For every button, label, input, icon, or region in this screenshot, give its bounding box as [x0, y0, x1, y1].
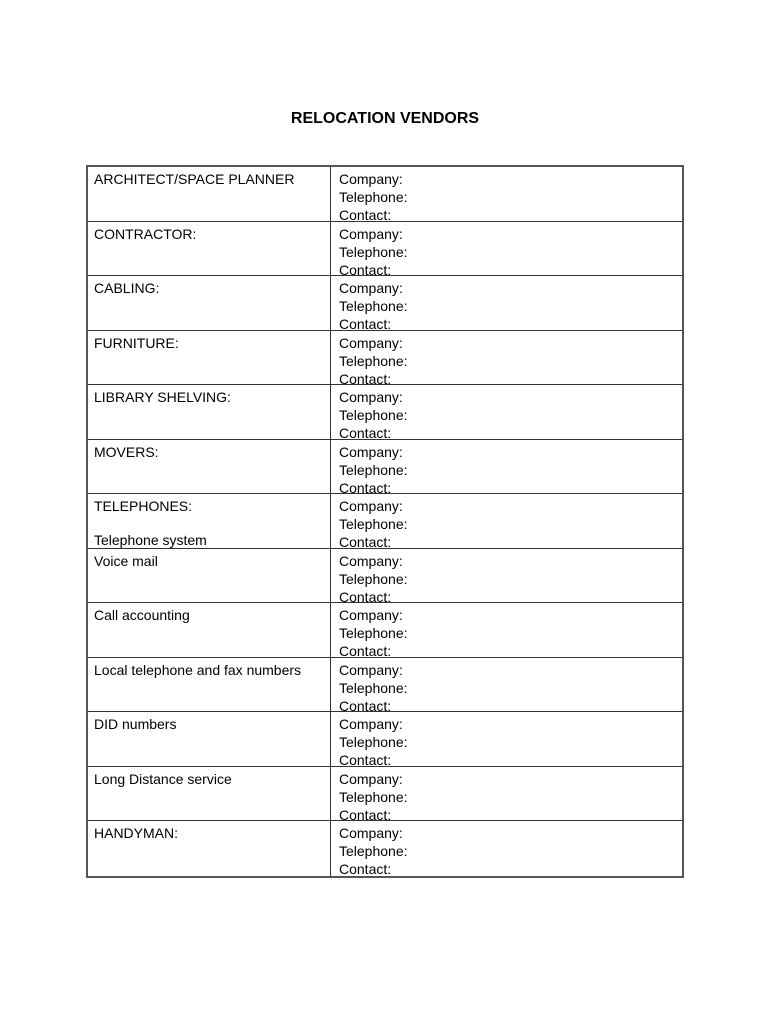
table-row — [88, 712, 682, 767]
table-row — [88, 385, 682, 440]
company-field-label: Company: — [339, 171, 403, 187]
vendor-info-cell — [331, 494, 682, 548]
table-row — [88, 222, 682, 277]
vendor-info-cell — [331, 385, 682, 439]
company-field-label: Company: — [339, 825, 403, 841]
telephone-field-label: Telephone: — [339, 570, 408, 587]
vendor-category-cell — [88, 440, 331, 494]
vendor-category-cell — [88, 712, 331, 766]
vendor-category-cell — [88, 494, 331, 548]
contact-field-label: Contact: — [339, 425, 392, 441]
telephone-field-label: Telephone: — [339, 734, 408, 750]
table-row — [88, 658, 682, 713]
contact-field-label: Contact: — [339, 207, 392, 223]
vendor-category-cell — [88, 167, 331, 221]
company-field-label: Company: — [339, 661, 403, 678]
telephone-field-label: Telephone: — [339, 243, 408, 260]
vendor-category-cell — [88, 658, 331, 712]
contact-field-label: Contact: — [339, 861, 392, 877]
contact-field-label: Contact: — [339, 261, 392, 278]
company-field-label: Company: — [339, 443, 403, 460]
vendor-info-cell — [331, 222, 682, 276]
vendor-subcategory-label: Telephone system — [94, 532, 207, 548]
contact-field-label: Contact: — [339, 643, 392, 659]
vendor-category-label: CONTRACTOR: — [94, 225, 197, 242]
vendor-info-cell — [331, 821, 682, 876]
vendor-category-cell — [88, 222, 331, 276]
telephone-field-label: Telephone: — [339, 189, 408, 205]
table-row — [88, 331, 682, 386]
vendor-info-cell — [331, 331, 682, 385]
table-row — [88, 440, 682, 495]
telephone-field-label: Telephone: — [339, 625, 408, 641]
table-row — [88, 767, 682, 822]
telephone-field-label: Telephone: — [339, 843, 408, 859]
company-field-label: Company: — [339, 389, 403, 405]
telephone-field-label: Telephone: — [339, 298, 408, 314]
contact-field-label: Contact: — [339, 370, 392, 387]
contact-field-label: Contact: — [339, 588, 392, 605]
company-field-label: Company: — [339, 498, 403, 514]
vendor-info-cell — [331, 276, 682, 330]
company-field-label: Company: — [339, 607, 403, 623]
contact-field-label: Contact: — [339, 752, 392, 768]
vendor-info-cell — [331, 658, 682, 712]
company-field-label: Company: — [339, 770, 403, 787]
vendor-category-cell — [88, 549, 331, 603]
table-row — [88, 821, 682, 876]
page-title: RELOCATION VENDORS — [290, 110, 480, 127]
vendor-category-label: Voice mail — [94, 552, 158, 569]
contact-field-label: Contact: — [339, 697, 392, 714]
vendor-category-cell — [88, 603, 331, 657]
table-row — [88, 603, 682, 658]
telephone-field-label: Telephone: — [339, 461, 408, 478]
telephone-field-label: Telephone: — [339, 352, 408, 369]
vendor-category-label: DID numbers — [94, 716, 177, 732]
vendor-table — [86, 165, 684, 878]
vendor-category-cell — [88, 331, 331, 385]
vendor-info-cell — [331, 549, 682, 603]
telephone-field-label: Telephone: — [339, 679, 408, 696]
contact-field-label: Contact: — [339, 479, 392, 496]
company-field-label: Company: — [339, 225, 403, 242]
contact-field-label: Contact: — [339, 534, 392, 550]
vendor-category-label: LIBRARY SHELVING: — [94, 389, 231, 405]
vendor-category-cell — [88, 767, 331, 821]
vendor-category-label: HANDYMAN: — [94, 825, 179, 841]
vendor-info-cell — [331, 603, 682, 657]
vendor-category-cell — [88, 385, 331, 439]
telephone-field-label: Telephone: — [339, 407, 408, 423]
vendor-category-label: MOVERS: — [94, 443, 159, 460]
table-row — [88, 549, 682, 604]
vendor-info-cell — [331, 167, 682, 221]
vendor-category-cell — [88, 821, 331, 876]
vendor-category-label: TELEPHONES: — [94, 498, 193, 514]
company-field-label: Company: — [339, 716, 403, 732]
table-row — [88, 494, 682, 549]
vendor-category-label: CABLING: — [94, 280, 160, 296]
table-row — [88, 167, 682, 222]
vendor-category-label: FURNITURE: — [94, 334, 179, 351]
vendor-info-cell — [331, 767, 682, 821]
company-field-label: Company: — [339, 280, 403, 296]
contact-field-label: Contact: — [339, 316, 392, 332]
vendor-category-label: Local telephone and fax numbers — [94, 661, 302, 678]
vendor-category-label: Long Distance service — [94, 770, 232, 787]
vendor-category-label: ARCHITECT/SPACE PLANNER — [94, 171, 295, 187]
vendor-category-cell — [88, 276, 331, 330]
vendor-info-cell — [331, 440, 682, 494]
vendor-category-label: Call accounting — [94, 607, 190, 623]
table-row — [88, 276, 682, 331]
contact-field-label: Contact: — [339, 806, 392, 823]
company-field-label: Company: — [339, 334, 403, 351]
telephone-field-label: Telephone: — [339, 788, 408, 805]
telephone-field-label: Telephone: — [339, 516, 408, 532]
company-field-label: Company: — [339, 552, 403, 569]
vendor-info-cell — [331, 712, 682, 766]
